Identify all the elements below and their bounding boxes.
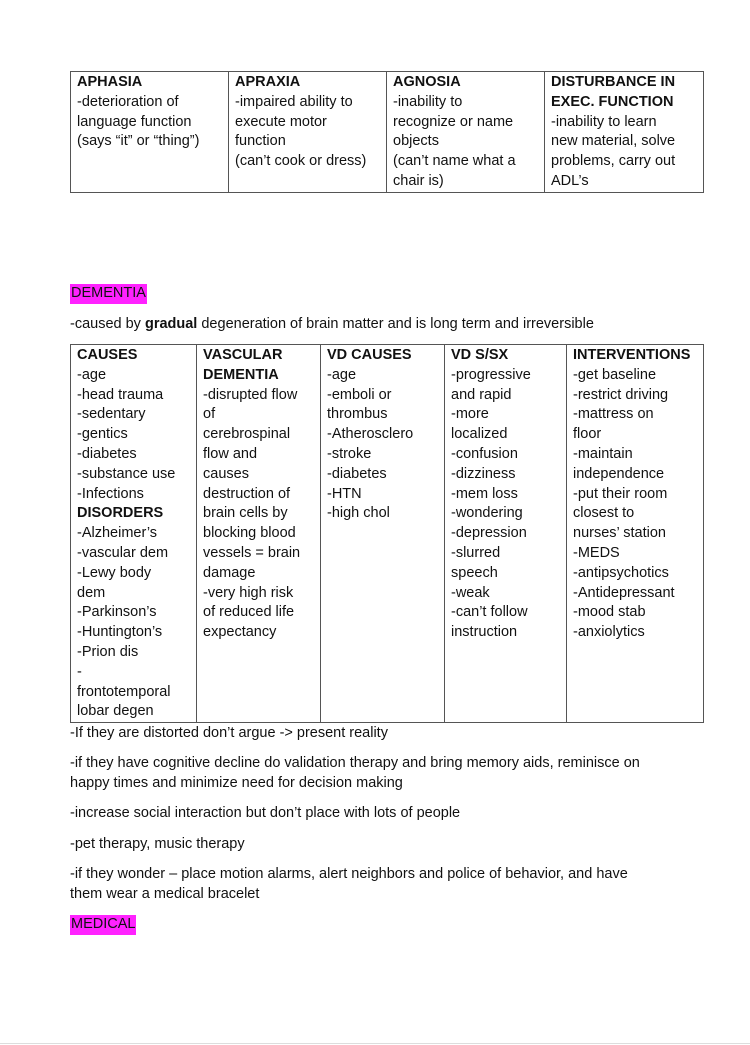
cell-heading: APHASIA (77, 74, 143, 90)
cell-line: -Huntington’s (77, 624, 163, 641)
cell-line: function (235, 133, 286, 150)
cell-line: -put their room (573, 485, 668, 502)
cell-line: of reduced life (203, 604, 295, 621)
cell-line: -age (327, 366, 357, 383)
cell-line: thrombus (327, 406, 388, 423)
cell-line: -get baseline (573, 366, 657, 383)
cell-line: lobar degen (77, 703, 154, 720)
cell-line: flow and (203, 445, 258, 462)
table-cell (229, 72, 387, 193)
cell-line: execute motor (235, 113, 327, 130)
note-line: -if they have cognitive decline do validation therapy and bring memory aids, reminisce on (70, 755, 640, 771)
note-line: happy times and minimize need for decision making (70, 775, 403, 791)
cognitive-deficits-table (70, 71, 704, 193)
cell-line: -mem loss (451, 485, 518, 502)
cell-heading: VASCULAR (203, 347, 283, 363)
cell-line: -inability to (393, 93, 463, 110)
section-heading-dementia: DEMENTIA (70, 284, 147, 304)
table-cell (71, 72, 229, 193)
cell-line: nurses’ station (573, 525, 666, 542)
cell-line: -Infections (77, 485, 144, 502)
table-cell (71, 345, 197, 723)
cell-line: -HTN (327, 485, 362, 502)
cell-line: objects (393, 133, 439, 150)
note-line: -increase social interaction but don’t place with lots of people (70, 805, 461, 821)
cell-line: ADL’s (551, 172, 589, 189)
intro-paragraph (70, 315, 700, 335)
cell-line: -substance use (77, 465, 176, 482)
cell-line: expectancy (203, 624, 277, 641)
cell-line: -restrict driving (573, 386, 669, 403)
table-cell (567, 345, 704, 723)
cell-line: -impaired ability to (235, 93, 353, 110)
note-line: them wear a medical bracelet (70, 886, 260, 902)
cell-line: of (203, 406, 216, 423)
cell-line: speech (451, 564, 498, 581)
cell-line: -Atherosclero (327, 426, 414, 443)
section-heading-medical: MEDICAL (70, 915, 136, 935)
table-cell (321, 345, 445, 723)
cell-heading: DISORDERS (77, 505, 164, 522)
cell-line: cerebrospinal (203, 426, 291, 443)
dementia-table (70, 344, 704, 723)
note-line: -pet therapy, music therapy (70, 836, 245, 852)
cell-line: -Lewy body (77, 564, 152, 581)
cell-line: localized (451, 426, 508, 443)
cell-line: -can’t follow (451, 604, 528, 621)
page-edge-divider (0, 1043, 750, 1044)
cell-line: -high chol (327, 505, 390, 522)
cell-line: (says “it” or “thing”) (77, 133, 200, 150)
cell-line: -gentics (77, 426, 128, 443)
cell-line: -maintain (573, 445, 633, 462)
cell-line: and rapid (451, 386, 512, 403)
cell-line: recognize or name (393, 113, 514, 130)
cell-heading: DEMENTIA (203, 366, 279, 383)
cell-line: floor (573, 426, 602, 443)
cell-heading: VD CAUSES (327, 347, 412, 363)
cell-line: independence (573, 465, 665, 482)
cell-line: chair is) (393, 172, 444, 189)
cell-line: -mood stab (573, 604, 646, 621)
cell-line: -sedentary (77, 406, 146, 423)
cell-line: -wondering (451, 505, 523, 522)
intro-bold-text: gradual (144, 316, 198, 332)
cell-line: -Antidepressant (573, 584, 675, 601)
cell-line: -confusion (451, 445, 518, 462)
cell-line: (can’t cook or dress) (235, 153, 367, 170)
cell-line: closest to (573, 505, 635, 522)
cell-line: instruction (451, 624, 518, 641)
cell-line: -progressive (451, 366, 531, 383)
cell-line: -stroke (327, 445, 372, 462)
table-cell (445, 345, 567, 723)
cell-line: -diabetes (77, 445, 137, 462)
cell-heading: APRAXIA (235, 74, 301, 90)
cell-line: -MEDS (573, 544, 620, 561)
cell-line: problems, carry out (551, 153, 676, 170)
table-cell (545, 72, 704, 193)
cell-heading: AGNOSIA (393, 74, 461, 90)
cell-line: -weak (451, 584, 490, 601)
cell-line: -Alzheimer’s (77, 525, 158, 542)
cell-line: -depression (451, 525, 527, 542)
cell-heading: INTERVENTIONS (573, 347, 691, 363)
cell-line: - (77, 663, 82, 680)
cell-line: dem (77, 584, 106, 601)
cell-heading: VD S/SX (451, 347, 509, 363)
cell-line: -more (451, 406, 489, 423)
table-row (71, 345, 704, 723)
cell-line: -Prion dis (77, 643, 139, 660)
intro-text: degeneration of brain matter and is long term and irreversible (197, 316, 594, 332)
cell-line: vessels = brain (203, 544, 301, 561)
cell-line: -diabetes (327, 465, 387, 482)
table-row (71, 72, 704, 193)
cell-line: -very high risk (203, 584, 294, 601)
cell-line: -vascular dem (77, 544, 169, 561)
cell-line: brain cells by (203, 505, 288, 522)
cell-line: -inability to learn (551, 113, 657, 130)
cell-line: language function (77, 113, 192, 130)
cell-line: -slurred (451, 544, 501, 561)
cell-line: -anxiolytics (573, 624, 645, 641)
cell-heading: EXEC. FUNCTION (551, 93, 674, 110)
cell-line: causes (203, 465, 249, 482)
cell-line: new material, solve (551, 133, 676, 150)
cell-line: frontotemporal (77, 683, 171, 700)
cell-line: -Parkinson’s (77, 604, 157, 621)
cell-heading: CAUSES (77, 347, 138, 363)
table-cell (387, 72, 545, 193)
cell-line: -mattress on (573, 406, 654, 423)
cell-heading: DISTURBANCE IN (551, 74, 676, 90)
cell-line: (can’t name what a (393, 153, 516, 170)
cell-line: -dizziness (451, 465, 516, 482)
table-cell (197, 345, 321, 723)
cell-line: -emboli or (327, 386, 392, 403)
intro-text: -caused by (70, 316, 145, 332)
cell-line: blocking blood (203, 525, 296, 542)
cell-line: -disrupted flow (203, 386, 298, 403)
cell-line: -head trauma (77, 386, 164, 403)
cell-line: destruction of (203, 485, 291, 502)
note-line: -If they are distorted don’t argue -> present reality (70, 725, 388, 741)
cell-line: -age (77, 366, 107, 383)
cell-line: -deterioration of (77, 93, 179, 110)
cell-line: -antipsychotics (573, 564, 669, 581)
cell-line: damage (203, 564, 256, 581)
note-line: -if they wonder – place motion alarms, alert neighbors and police of behavior, and have (70, 866, 628, 882)
